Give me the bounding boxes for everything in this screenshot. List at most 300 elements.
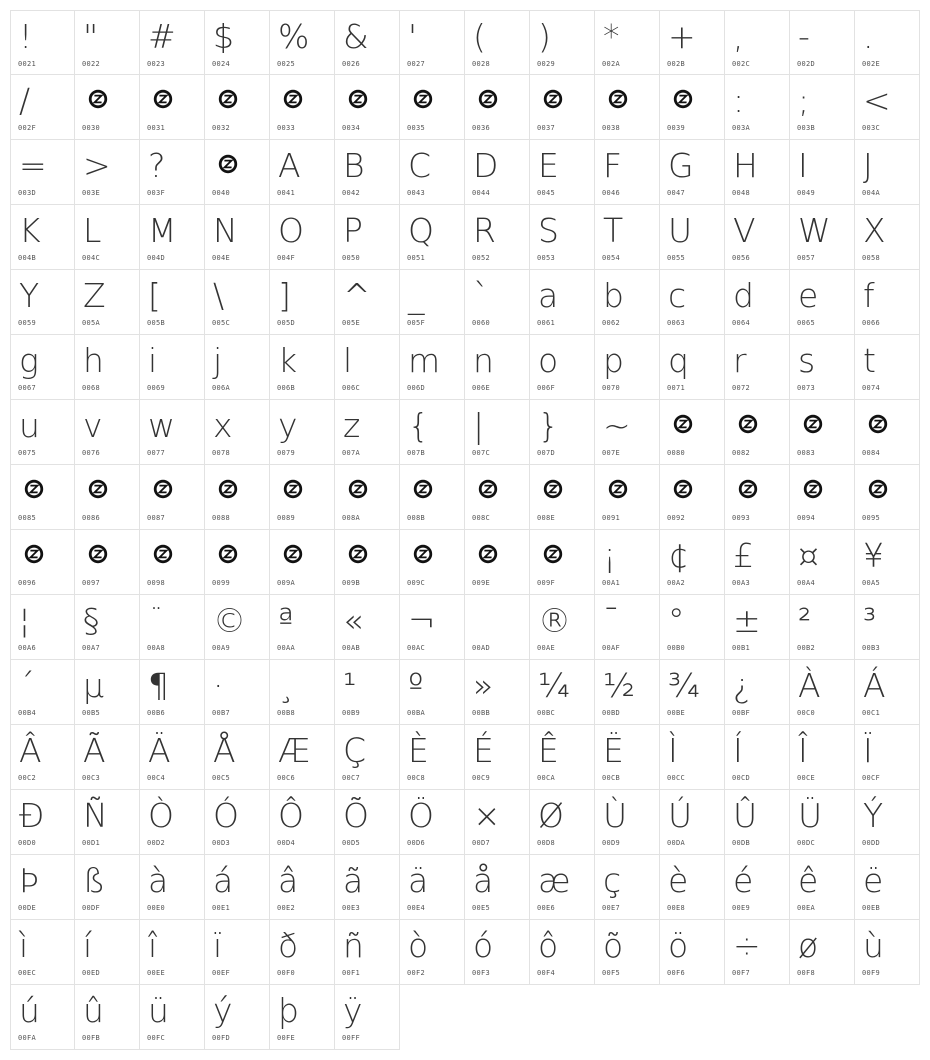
glyph-code-label: 0089: [277, 514, 296, 522]
glyph-cell: [205, 920, 270, 985]
glyph-char: à: [148, 861, 169, 900]
glyph-char: ¯: [603, 601, 620, 640]
glyph-char: ã: [343, 861, 364, 900]
glyph-char: Ø: [538, 796, 564, 835]
glyph-char: t: [863, 341, 876, 380]
glyph-code-label: 00A9: [212, 644, 231, 652]
glyph-code-label: 00EF: [212, 969, 231, 977]
glyph-char: %: [278, 17, 310, 56]
missing-glyph-icon: [868, 479, 888, 499]
glyph-char: A: [278, 146, 301, 185]
glyph-cell: [400, 140, 465, 205]
glyph-cell: [270, 595, 335, 660]
glyph-char: R: [473, 211, 496, 250]
glyph-cell: [205, 595, 270, 660]
glyph-code-label: 002C: [732, 60, 751, 68]
glyph-cell: [790, 465, 855, 530]
glyph-code-label: 00ED: [82, 969, 101, 977]
glyph-cell: [140, 920, 205, 985]
glyph-cell: [595, 920, 660, 985]
glyph-code-label: 0057: [797, 254, 816, 262]
glyph-char: ¡: [603, 536, 617, 575]
glyph-cell: [270, 465, 335, 530]
glyph-cell: [725, 920, 790, 985]
glyph-code-label: 0061: [537, 319, 556, 327]
glyph-char: p: [603, 341, 624, 380]
missing-glyph-icon: [543, 479, 563, 499]
glyph-code-label: 0058: [862, 254, 881, 262]
glyph-char: |: [473, 406, 485, 445]
glyph-char: Ú: [668, 796, 693, 835]
glyph-code-label: 0028: [472, 60, 491, 68]
glyph-code-label: 00F6: [667, 969, 686, 977]
glyph-cell: [530, 75, 595, 140]
glyph-code-label: 002F: [18, 124, 37, 132]
glyph-code-label: 0049: [797, 189, 816, 197]
glyph-char: N: [213, 211, 238, 250]
glyph-code-label: 003F: [147, 189, 166, 197]
glyph-char: $: [213, 17, 234, 56]
glyph-code-label: 00B2: [797, 644, 816, 652]
glyph-code-label: 003A: [732, 124, 751, 132]
glyph-code-label: 0059: [18, 319, 37, 327]
glyph-cell: [75, 920, 140, 985]
missing-glyph-icon: [283, 544, 303, 564]
glyph-code-label: 00AE: [537, 644, 556, 652]
glyph-cell: [75, 140, 140, 205]
glyph-cell: [465, 725, 530, 790]
glyph-code-label: 0051: [407, 254, 426, 262]
glyph-cell: [205, 270, 270, 335]
glyph-char: V: [733, 211, 756, 250]
glyph-code-label: 006D: [407, 384, 426, 392]
glyph-code-label: 003D: [18, 189, 37, 197]
glyph-cell: [660, 465, 725, 530]
glyph-cell: [595, 400, 660, 465]
glyph-cell: [75, 985, 140, 1050]
glyph-code-label: 00D3: [212, 839, 231, 847]
glyph-cell: [660, 855, 725, 920]
glyph-code-label: 00DA: [667, 839, 686, 847]
glyph-char: â: [278, 861, 299, 900]
glyph-cell: [75, 660, 140, 725]
glyph-cell: [335, 400, 400, 465]
glyph-cell: [400, 205, 465, 270]
glyph-cell: [530, 530, 595, 595]
glyph-code-label: 0084: [862, 449, 881, 457]
glyph-code-label: 0086: [82, 514, 101, 522]
glyph-char: ¹: [343, 666, 357, 705]
glyph-char: I: [798, 146, 808, 185]
glyph-cell: [10, 10, 75, 75]
missing-glyph-icon: [868, 414, 888, 434]
glyph-code-label: 00BD: [602, 709, 621, 717]
glyph-cell: [530, 920, 595, 985]
glyph-cell: [465, 335, 530, 400]
glyph-code-label: 008E: [537, 514, 556, 522]
glyph-code-label: 00A1: [602, 579, 621, 587]
glyph-cell: [725, 530, 790, 595]
glyph-code-label: 007D: [537, 449, 556, 457]
glyph-char: ): [538, 17, 551, 56]
glyph-code-label: 00CA: [537, 774, 556, 782]
glyph-char: Ñ: [83, 796, 108, 835]
glyph-cell: [595, 725, 660, 790]
glyph-cell: [595, 205, 660, 270]
glyph-code-label: 00E9: [732, 904, 751, 912]
glyph-char: é: [733, 861, 754, 900]
glyph-cell: [335, 530, 400, 595]
glyph-code-label: 00A7: [82, 644, 101, 652]
glyph-cell: [205, 205, 270, 270]
glyph-code-label: 0094: [797, 514, 816, 522]
glyph-char: l: [343, 341, 353, 380]
glyph-code-label: 004B: [18, 254, 37, 262]
glyph-cell: [140, 335, 205, 400]
glyph-char: z: [343, 406, 361, 445]
missing-glyph-icon: [608, 479, 628, 499]
glyph-char: Ë: [603, 731, 624, 770]
glyph-char: È: [408, 731, 429, 770]
glyph-code-label: 0044: [472, 189, 491, 197]
glyph-char: Û: [733, 796, 758, 835]
glyph-code-label: 00CD: [732, 774, 751, 782]
glyph-code-label: 00D4: [277, 839, 296, 847]
glyph-cell: [270, 270, 335, 335]
glyph-cell: [660, 335, 725, 400]
missing-glyph-icon: [153, 544, 173, 564]
glyph-code-label: 0075: [18, 449, 37, 457]
glyph-char: o: [538, 341, 559, 380]
glyph-cell: [75, 465, 140, 530]
glyph-cell: [335, 465, 400, 530]
glyph-char: ¦: [19, 601, 31, 640]
glyph-cell: [725, 10, 790, 75]
glyph-code-label: 002E: [862, 60, 881, 68]
glyph-code-label: 0029: [537, 60, 556, 68]
glyph-char: ò: [408, 926, 429, 965]
glyph-code-label: 0040: [212, 189, 231, 197]
glyph-code-label: 00E4: [407, 904, 426, 912]
glyph-char: æ: [538, 861, 571, 900]
glyph-code-label: 004C: [82, 254, 101, 262]
glyph-code-label: 0096: [18, 579, 37, 587]
glyph-code-label: 008A: [342, 514, 361, 522]
glyph-cell: [530, 790, 595, 855]
missing-glyph-icon: [218, 89, 238, 109]
glyph-char: L: [83, 211, 102, 250]
glyph-code-label: 006B: [277, 384, 296, 392]
glyph-char: ·: [213, 666, 224, 705]
glyph-code-label: 002D: [797, 60, 816, 68]
glyph-code-label: 00BB: [472, 709, 491, 717]
missing-glyph-icon: [283, 479, 303, 499]
glyph-char: T: [603, 211, 624, 250]
glyph-char: +: [668, 17, 696, 56]
glyph-code-label: 00C3: [82, 774, 101, 782]
glyph-code-label: 00A3: [732, 579, 751, 587]
glyph-cell: [855, 400, 920, 465]
glyph-cell: [530, 660, 595, 725]
glyph-char: }: [538, 406, 559, 445]
glyph-cell: [790, 725, 855, 790]
glyph-cell: [465, 75, 530, 140]
glyph-char: á: [213, 861, 234, 900]
glyph-code-label: 00FA: [18, 1034, 37, 1042]
glyph-char: b: [603, 276, 624, 315]
glyph-code-label: 005C: [212, 319, 231, 327]
glyph-char: q: [668, 341, 689, 380]
glyph-char: Ó: [213, 796, 239, 835]
glyph-cell: [400, 660, 465, 725]
glyph-cell: [660, 790, 725, 855]
glyph-code-label: 00AD: [472, 644, 491, 652]
glyph-cell: [790, 855, 855, 920]
glyph-code-label: 0092: [667, 514, 686, 522]
glyph-code-label: 0099: [212, 579, 231, 587]
glyph-cell: [205, 855, 270, 920]
glyph-char: a: [538, 276, 559, 315]
glyph-cell: [75, 790, 140, 855]
glyph-char: J: [863, 146, 873, 185]
glyph-cell: [400, 400, 465, 465]
glyph-cell: [270, 400, 335, 465]
glyph-cell: [725, 75, 790, 140]
glyph-code-label: 009F: [537, 579, 556, 587]
glyph-code-label: 0024: [212, 60, 231, 68]
glyph-code-label: 00DC: [797, 839, 816, 847]
glyph-cell: [855, 270, 920, 335]
glyph-code-label: 00B6: [147, 709, 166, 717]
glyph-code-label: 0025: [277, 60, 296, 68]
glyph-code-label: 00CB: [602, 774, 621, 782]
glyph-char: û: [83, 991, 104, 1030]
glyph-code-label: 007C: [472, 449, 491, 457]
glyph-cell: [725, 725, 790, 790]
glyph-code-label: 0068: [82, 384, 101, 392]
glyph-char: c: [668, 276, 687, 315]
glyph-char: ú: [19, 991, 40, 1030]
glyph-code-label: 0046: [602, 189, 621, 197]
glyph-code-label: 00DB: [732, 839, 751, 847]
glyph-char: ø: [798, 926, 819, 965]
glyph-code-label: 00F8: [797, 969, 816, 977]
glyph-cell: [725, 400, 790, 465]
glyph-cell: [205, 335, 270, 400]
glyph-code-label: 00AB: [342, 644, 361, 652]
glyph-code-label: 0091: [602, 514, 621, 522]
glyph-char: Ç: [343, 731, 367, 770]
glyph-cell: [465, 270, 530, 335]
glyph-char: ì: [19, 926, 29, 965]
glyph-cell: [660, 10, 725, 75]
glyph-cell: [790, 400, 855, 465]
glyph-code-label: 0047: [667, 189, 686, 197]
glyph-code-label: 005A: [82, 319, 101, 327]
glyph-code-label: 00EB: [862, 904, 881, 912]
glyph-code-label: 00EA: [797, 904, 816, 912]
glyph-code-label: 00D2: [147, 839, 166, 847]
glyph-code-label: 00B4: [18, 709, 37, 717]
glyph-cell: [335, 335, 400, 400]
glyph-char: ¬: [408, 601, 436, 640]
glyph-char: r: [733, 341, 747, 380]
glyph-code-label: 00CE: [797, 774, 816, 782]
glyph-code-label: 00A8: [147, 644, 166, 652]
glyph-cell: [530, 140, 595, 205]
glyph-char: D: [473, 146, 499, 185]
glyph-char: (: [473, 17, 486, 56]
glyph-code-label: 0095: [862, 514, 881, 522]
glyph-code-label: 00C0: [797, 709, 816, 717]
glyph-cell: [75, 725, 140, 790]
missing-glyph-icon: [478, 544, 498, 564]
glyph-char: ä: [408, 861, 429, 900]
glyph-code-label: 00FC: [147, 1034, 166, 1042]
glyph-code-label: 0021: [18, 60, 37, 68]
glyph-char: ý: [213, 991, 233, 1030]
missing-glyph-icon: [803, 414, 823, 434]
glyph-char: <: [863, 81, 891, 120]
glyph-code-label: 0055: [667, 254, 686, 262]
glyph-code-label: 0085: [18, 514, 37, 522]
glyph-cell: [595, 790, 660, 855]
glyph-code-label: 002B: [667, 60, 686, 68]
glyph-code-label: 0087: [147, 514, 166, 522]
glyph-code-label: 0032: [212, 124, 231, 132]
glyph-char: Å: [213, 731, 236, 770]
glyph-char: ?: [148, 146, 166, 185]
glyph-code-label: 009A: [277, 579, 296, 587]
glyph-cell: [660, 205, 725, 270]
glyph-char: Ü: [798, 796, 823, 835]
glyph-char: v: [83, 406, 103, 445]
glyph-cell: [270, 140, 335, 205]
glyph-code-label: 0070: [602, 384, 621, 392]
glyph-cell: [270, 920, 335, 985]
glyph-code-label: 00F9: [862, 969, 881, 977]
glyph-code-label: 00E5: [472, 904, 491, 912]
glyph-code-label: 00D1: [82, 839, 101, 847]
glyph-cell: [335, 205, 400, 270]
glyph-char: ]: [278, 276, 291, 315]
glyph-code-label: 0023: [147, 60, 166, 68]
glyph-code-label: 00D8: [537, 839, 556, 847]
glyph-char: g: [19, 341, 39, 380]
glyph-code-label: 00CF: [862, 774, 881, 782]
missing-glyph-icon: [673, 414, 693, 434]
glyph-cell: [400, 530, 465, 595]
glyph-code-label: 0033: [277, 124, 296, 132]
glyph-char: O: [278, 211, 304, 250]
glyph-cell: [855, 335, 920, 400]
glyph-code-label: 003C: [862, 124, 881, 132]
glyph-code-label: 0076: [82, 449, 101, 457]
glyph-cell: [530, 465, 595, 530]
glyph-char: Ý: [863, 796, 884, 835]
glyph-code-label: 0066: [862, 319, 881, 327]
glyph-char: C: [408, 146, 432, 185]
glyph-cell: [10, 465, 75, 530]
glyph-code-label: 0088: [212, 514, 231, 522]
glyph-cell: [205, 725, 270, 790]
glyph-cell: [10, 595, 75, 660]
glyph-char: ³: [863, 601, 877, 640]
glyph-cell: [205, 75, 270, 140]
glyph-cell: [530, 270, 595, 335]
glyph-code-label: 0048: [732, 189, 751, 197]
glyph-char: ¶: [148, 666, 169, 705]
glyph-cell: [855, 465, 920, 530]
glyph-char: Á: [863, 666, 886, 705]
glyph-cell: [400, 75, 465, 140]
glyph-cell: [270, 75, 335, 140]
glyph-cell: [10, 920, 75, 985]
glyph-code-label: 00D7: [472, 839, 491, 847]
glyph-char: í: [83, 926, 93, 965]
glyph-char: ®: [538, 601, 571, 640]
glyph-cell: [790, 920, 855, 985]
glyph-code-label: 009B: [342, 579, 361, 587]
glyph-code-label: 009C: [407, 579, 426, 587]
glyph-cell: [400, 10, 465, 75]
glyph-cell: [855, 725, 920, 790]
glyph-cell: [660, 140, 725, 205]
glyph-code-label: 00C6: [277, 774, 296, 782]
glyph-code-label: 0034: [342, 124, 361, 132]
glyph-char: h: [83, 341, 104, 380]
glyph-cell: [725, 140, 790, 205]
glyph-cell: [855, 855, 920, 920]
glyph-cell: [530, 335, 595, 400]
glyph-code-label: 00BE: [667, 709, 686, 717]
glyph-char: F: [603, 146, 622, 185]
glyph-code-label: 007E: [602, 449, 621, 457]
glyph-code-label: 0031: [147, 124, 166, 132]
glyph-char: ô: [538, 926, 559, 965]
glyph-cell: [790, 140, 855, 205]
glyph-cell: [140, 725, 205, 790]
glyph-code-label: 00F4: [537, 969, 556, 977]
glyph-cell: [660, 270, 725, 335]
glyph-code-label: 00F7: [732, 969, 751, 977]
glyph-char: §: [83, 601, 100, 640]
glyph-char: _: [408, 276, 425, 315]
glyph-code-label: 005D: [277, 319, 296, 327]
glyph-code-label: 0060: [472, 319, 491, 327]
glyph-code-label: 00E2: [277, 904, 296, 912]
glyph-cell: [75, 400, 140, 465]
glyph-char: Î: [798, 731, 808, 770]
glyph-grid: [10, 10, 920, 1050]
glyph-cell: [335, 920, 400, 985]
glyph-cell: [10, 660, 75, 725]
glyph-char: ~: [603, 406, 631, 445]
glyph-char: j: [213, 341, 223, 380]
missing-glyph-icon: [24, 544, 44, 564]
glyph-char: ö: [668, 926, 689, 965]
glyph-char: ë: [863, 861, 884, 900]
glyph-char: K: [19, 211, 41, 250]
glyph-code-label: 004F: [277, 254, 296, 262]
missing-glyph-icon: [153, 479, 173, 499]
glyph-cell: [790, 335, 855, 400]
glyph-char: f: [863, 276, 875, 315]
glyph-cell: [855, 140, 920, 205]
glyph-code-label: 00E7: [602, 904, 621, 912]
glyph-cell: [530, 855, 595, 920]
glyph-char: Ù: [603, 796, 628, 835]
